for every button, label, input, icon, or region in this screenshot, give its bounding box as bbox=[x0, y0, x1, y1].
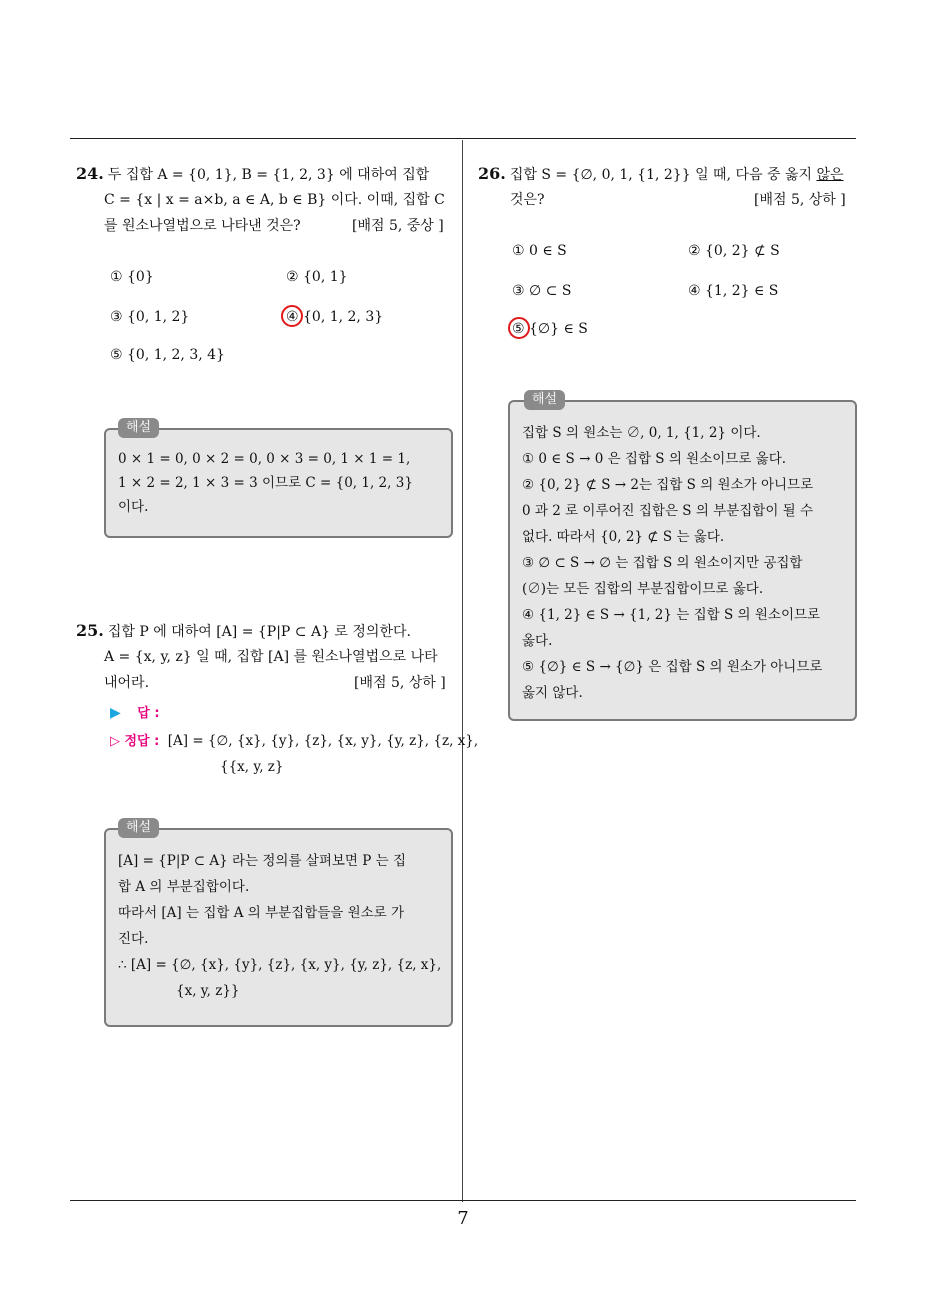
q24-line1 bbox=[76, 163, 429, 186]
q26-sol-line2: ① 0 ∈ S → 0 은 집합 S 의 원소이므로 옳다. bbox=[522, 451, 787, 467]
q26-sol-line11: 옳지 않다. bbox=[522, 685, 583, 701]
q25-sol-line1: [A] = {P|P ⊂ A} 라는 정의를 살펴보면 P 는 집 bbox=[118, 853, 406, 869]
q26-sol-line4: 0 과 2 로 이루어진 집합은 S 의 부분집합이 될 수 bbox=[522, 503, 814, 519]
q26-score: [배점 5, 상하 ] bbox=[754, 192, 846, 208]
q25-sol-line4: 진다. bbox=[118, 931, 149, 947]
q24-choice-2[interactable]: ② {0, 1} bbox=[286, 269, 348, 285]
q26-choice-5[interactable]: ⑤ {∅} ∈ S bbox=[512, 321, 588, 337]
q25-correct-row bbox=[110, 730, 478, 753]
q24-solution-tag: 해설 bbox=[118, 418, 159, 438]
q24-sol-line1: 0 × 1 = 0, 0 × 2 = 0, 0 × 3 = 0, 1 × 1 = 1, bbox=[118, 451, 411, 467]
answer-label: 답 : bbox=[137, 706, 160, 721]
correct-marker-icon: ▷ bbox=[110, 734, 120, 749]
q24-number: 24. bbox=[76, 164, 104, 183]
q26-choice-4[interactable]: ④ {1, 2} ∈ S bbox=[688, 283, 779, 299]
q24-choice-4[interactable]: ④ {0, 1, 2, 3} bbox=[286, 309, 384, 325]
column-divider bbox=[462, 140, 463, 1202]
q24-line2: C = {x | x = a×b, a ∈ A, b ∈ B} 이다. 이때, 집합 C bbox=[104, 192, 445, 208]
q25-solution-tag: 해설 bbox=[118, 818, 159, 838]
q26-number: 26. bbox=[478, 164, 506, 183]
q26-sol-line1: 집합 S 의 원소는 ∅, 0, 1, {1, 2} 이다. bbox=[522, 425, 761, 441]
q25-sol-line3: 따라서 [A] 는 집합 A 의 부분집합들을 원소로 가 bbox=[118, 905, 405, 921]
q25-sol-line2: 합 A 의 부분집합이다. bbox=[118, 879, 250, 895]
q24-sol-line2: 1 × 2 = 2, 1 × 3 = 3 이므로 C = {0, 1, 2, 3} bbox=[118, 475, 413, 491]
q25-line3: 내어라. bbox=[104, 675, 150, 691]
q26-choice-3[interactable]: ③ ∅ ⊂ S bbox=[512, 283, 572, 299]
q26-line2: 것은? bbox=[510, 192, 545, 208]
q26-sol-line6: ③ ∅ ⊂ S → ∅ 는 집합 S 의 원소이지만 공집합 bbox=[522, 555, 803, 571]
q26-sol-line9: 옳다. bbox=[522, 633, 553, 649]
correct-label: 정답 : bbox=[124, 734, 160, 749]
q24-choice-1[interactable]: ① {0} bbox=[110, 269, 154, 285]
page-number: 7 bbox=[457, 1208, 469, 1229]
q25-number: 25. bbox=[76, 621, 104, 640]
q26-choice-2[interactable]: ② {0, 2} ⊄ S bbox=[688, 243, 780, 259]
selected-answer-circle bbox=[508, 317, 530, 339]
answer-marker-icon: ▶ bbox=[110, 705, 121, 721]
q26-choice-1[interactable]: ① 0 ∈ S bbox=[512, 243, 567, 259]
q25-sol-line6: {x, y, z}} bbox=[176, 983, 240, 999]
q26-solution-box bbox=[508, 400, 857, 721]
correct-answer-line2: {{x, y, z} bbox=[220, 759, 284, 775]
q25-answer-row bbox=[110, 702, 160, 725]
bottom-rule bbox=[70, 1200, 856, 1201]
q26-underlined-word: 않은 bbox=[816, 167, 844, 183]
q24-line1-text: 두 집합 A = {0, 1}, B = {1, 2, 3} 에 대하여 집합 bbox=[107, 167, 430, 183]
selected-answer-circle bbox=[281, 305, 303, 327]
q26-line1-text: 집합 S = {∅, 0, 1, {1, 2}} 일 때, 다음 중 옳지 bbox=[509, 167, 817, 183]
q24-solution-box bbox=[104, 428, 453, 538]
q24-choice-3[interactable]: ③ {0, 1, 2} bbox=[110, 309, 190, 325]
q26-sol-line10: ⑤ {∅} ∈ S → {∅} 은 집합 S 의 원소가 아니므로 bbox=[522, 659, 823, 675]
top-rule bbox=[70, 138, 856, 139]
q25-score: [배점 5, 상하 ] bbox=[354, 675, 446, 691]
q25-line1-text: 집합 P 에 대하여 [A] = {P|P ⊂ A} 로 정의한다. bbox=[107, 624, 411, 640]
q26-sol-line7: (∅)는 모든 집합의 부분집합이므로 옳다. bbox=[522, 581, 764, 597]
q24-line3: 를 원소나열법으로 나타낸 것은? bbox=[104, 218, 301, 234]
q26-sol-line8: ④ {1, 2} ∈ S → {1, 2} 는 집합 S 의 원소이므로 bbox=[522, 607, 821, 623]
q24-score: [배점 5, 중상 ] bbox=[352, 218, 444, 234]
q26-sol-line3: ② {0, 2} ⊄ S → 2는 집합 S 의 원소가 아니므로 bbox=[522, 477, 814, 493]
q25-line1 bbox=[76, 620, 411, 643]
q26-solution-tag: 해설 bbox=[524, 390, 565, 410]
q26-line1 bbox=[478, 163, 844, 186]
q24-sol-line3: 이다. bbox=[118, 499, 149, 515]
q24-choice-5[interactable]: ⑤ {0, 1, 2, 3, 4} bbox=[110, 347, 225, 363]
q25-solution-box bbox=[104, 828, 453, 1027]
q26-sol-line5: 없다. 따라서 {0, 2} ⊄ S 는 옳다. bbox=[522, 529, 725, 545]
q25-sol-line5: ∴ [A] = {∅, {x}, {y}, {z}, {x, y}, {y, z}, {z, x}, bbox=[118, 957, 442, 973]
correct-answer-line1: [A] = {∅, {x}, {y}, {z}, {x, y}, {y, z}, {z, x}, bbox=[167, 733, 479, 749]
q25-line2: A = {x, y, z} 일 때, 집합 [A] 를 원소나열법으로 나타 bbox=[104, 649, 438, 665]
